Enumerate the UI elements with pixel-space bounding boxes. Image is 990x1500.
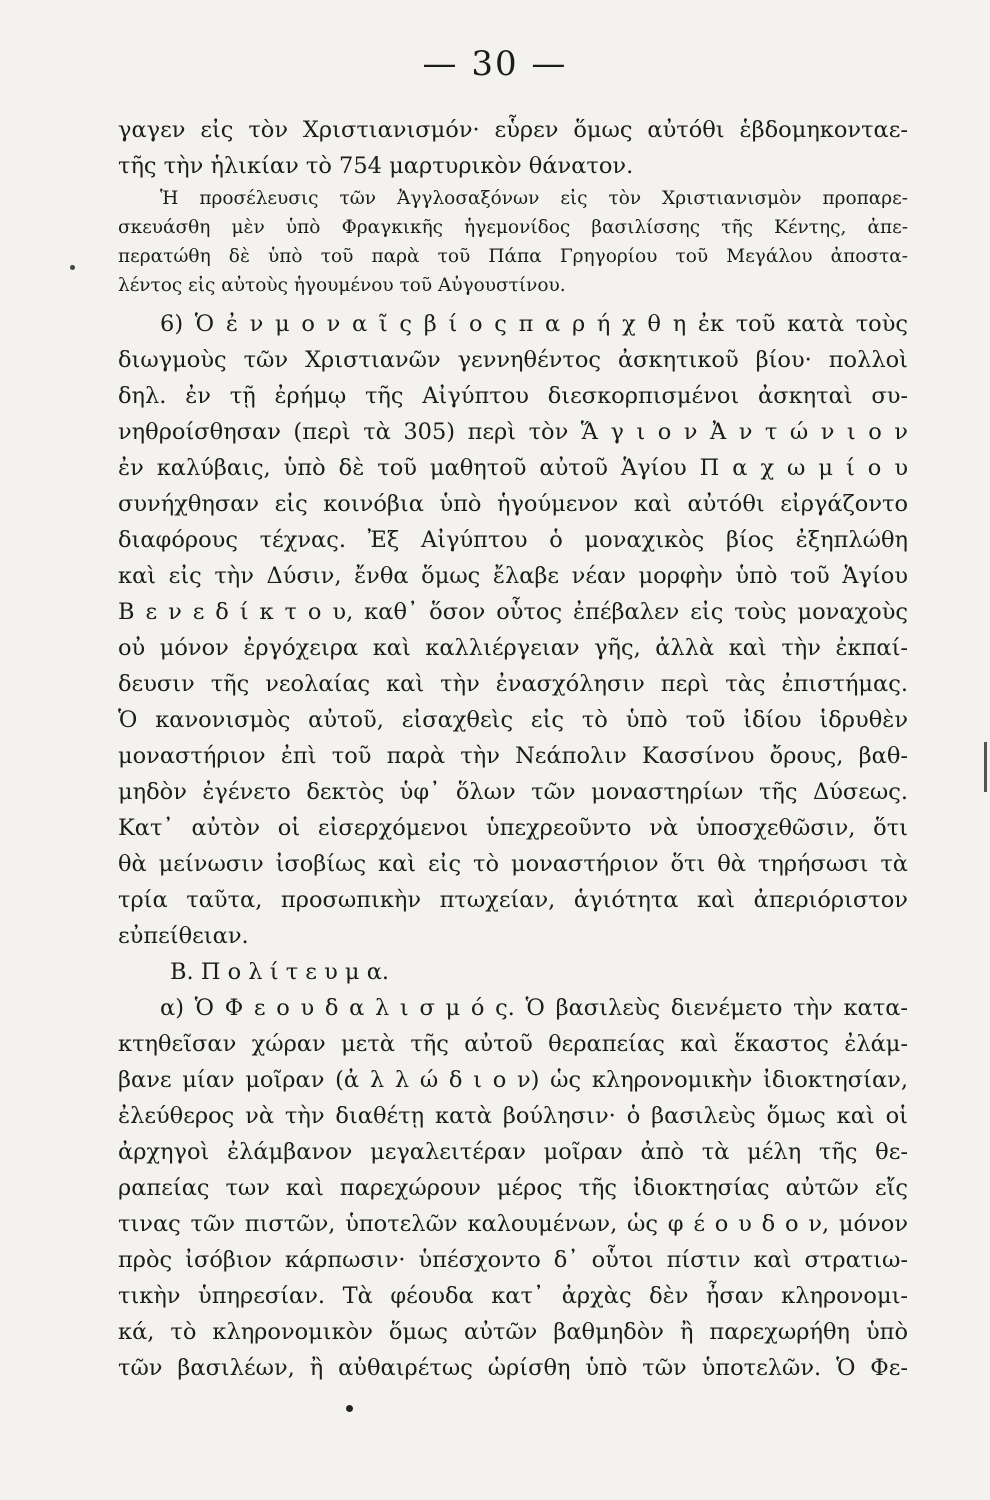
- text-line: Κατ᾽ αὐτὸν οἱ εἰσερχόμενοι ὑπεχρεοῦντο νὰ ὑποσχεθῶσιν, ὅτι: [118, 815, 908, 841]
- text-line: τινας τῶν πιστῶν, ὑποτελῶν καλουμένων, ὡς φ έ ο υ δ ο ν, μόνον: [118, 1211, 908, 1237]
- text-line: μηδὸν ἐγένετο δεκτὸς ὑφ᾽ ὅλων τῶν μοναστηρίων τῆς Δύσεως.: [118, 779, 908, 805]
- text-line: ραπείας των καὶ παρεχώρουν μέρος τῆς ἰδιοκτησίας αὐτῶν εἴς: [118, 1175, 908, 1201]
- text-line: δηλ. ἐν τῇ ἐρήμῳ τῆς Αἰγύπτου διεσκορπισμένοι ἀσκηταὶ συ-: [118, 383, 908, 409]
- text-line: Ὁ κανονισμὸς αὐτοῦ, εἰσαχθεὶς εἰς τὸ ὑπὸ τοῦ ἰδίου ἱδρυθὲν: [118, 707, 908, 733]
- text-line: Β ε ν ε δ ί κ τ ο υ, καθ᾽ ὅσον οὗτος ἐπέβαλεν εἰς τοὺς μοναχοὺς: [118, 599, 908, 625]
- text-line: διωγμοὺς τῶν Χριστιανῶν γεννηθέντος ἀσκητικοῦ βίου· πολλοὶ: [118, 347, 908, 373]
- heading-text: Β. Π ο λ ί τ ε υ μ α.: [170, 959, 390, 985]
- text-line: λέντος εἰς αὐτοὺς ἡγουμένου τοῦ Αὐγουστίνου.: [118, 275, 566, 296]
- text-line: νηθροίσθησαν (περὶ τὰ 305) περὶ τὸν Ἅ γ ι ο ν Ἀ ν τ ώ ν ι ο ν: [118, 419, 908, 445]
- text-line: βανε μίαν μοῖραν (ἀ λ λ ώ δ ι ο ν) ὡς κληρονομικὴν ἰδιοκτησίαν,: [118, 1067, 908, 1093]
- text-line: οὐ μόνον ἐργόχειρα καὶ καλλιέργειαν γῆς, ἀλλὰ καὶ τὴν ἐκπαί-: [118, 635, 908, 661]
- note-paragraph: [118, 184, 908, 300]
- text-line: τρία ταῦτα, προσωπικὴν πτωχείαν, ἁγιότητα καὶ ἀπεριόριστον: [118, 887, 908, 913]
- text-line: μοναστήριον ἐπὶ τοῦ παρὰ τὴν Νεάπολιν Κασσίνου ὄρους, βαθ-: [118, 743, 908, 769]
- text-line: συνήχθησαν εἰς κοινόβια ὑπὸ ἡγούμενον καὶ αὐτόθι εἰργάζοντο: [118, 491, 908, 517]
- text-line: διαφόρους τέχνας. Ἐξ Αἰγύπτου ὁ μοναχικὸς βίος ἐξηπλώθη: [118, 527, 908, 553]
- text-line: 6) Ὁ ἐ ν μ ο ν α ῖ ς β ί ο ς π α ρ ή χ θ η ἐκ τοῦ κατὰ τοὺς: [160, 311, 908, 337]
- margin-speck: [70, 265, 75, 270]
- paragraph: [118, 990, 908, 1386]
- paragraph: [118, 306, 908, 954]
- text-line: τῆς τὴν ἡλικίαν τὸ 754 μαρτυρικὸν θάνατον.: [118, 153, 634, 179]
- text-line: ἐν καλύβαις, ὑπὸ δὲ τοῦ μαθητοῦ αὐτοῦ Ἁγίου Π α χ ω μ ί ο υ: [118, 455, 908, 481]
- text-line: Ἡ προσέλευσις τῶν Ἀγγλοσαξόνων εἰς τὸν Χριστιανισμὸν προπαρε-: [160, 188, 908, 209]
- text-line: α) Ὁ Φ ε ο υ δ α λ ι σ μ ό ς. Ὁ βασιλεὺς διενέμετο τὴν κατα-: [160, 995, 908, 1021]
- text-line: σκευάσθη μὲν ὑπὸ Φραγκικῆς ἡγεμονίδος βασιλίσσης τῆς Κέντης, ἀπε-: [118, 217, 908, 238]
- text-line: εὐπείθειαν.: [118, 923, 249, 949]
- page-number: — 30 —: [422, 44, 568, 84]
- paragraph: [118, 112, 908, 184]
- text-line: θὰ μείνωσιν ἰσοβίως καὶ εἰς τὸ μοναστήριον ὅτι θὰ τηρήσωσι τὰ: [118, 851, 908, 877]
- margin-tick: [984, 742, 987, 792]
- text-line: ἐλεύθερος νὰ τὴν διαθέτῃ κατὰ βούλησιν· ὁ βασιλεὺς ὅμως καὶ οἱ: [118, 1103, 908, 1129]
- text-line: τικὴν ὑπηρεσίαν. Τὰ φέουδα κατ᾽ ἀρχὰς δὲν ἦσαν κληρονομι-: [118, 1283, 908, 1309]
- page-body: [118, 112, 908, 1386]
- text-line: δευσιν τῆς νεολαίας καὶ τὴν ἐνασχόλησιν περὶ τὰς ἐπιστήμας.: [118, 671, 908, 697]
- text-line: γαγεν εἰς τὸν Χριστιανισμόν· εὗρεν ὅμως αὐτόθι ἑβδομηκονταε-: [118, 117, 908, 143]
- text-line: ἀρχηγοὶ ἐλάμβανον μεγαλειτέραν μοῖραν ἀπὸ τὰ μέλη τῆς θε-: [118, 1139, 908, 1165]
- text-line: περατώθη δὲ ὑπὸ τοῦ παρὰ τοῦ Πάπα Γρηγορίου τοῦ Μεγάλου ἀποστα-: [118, 246, 908, 267]
- ink-dot: [346, 1405, 353, 1412]
- text-line: κτηθεῖσαν χώραν μετὰ τῆς αὐτοῦ θεραπείας καὶ ἕκαστος ἐλάμ-: [118, 1031, 908, 1057]
- text-line: κά, τὸ κληρονομικὸν ὅμως αὐτῶν βαθμηδὸν ἢ παρεχωρήθη ὑπὸ: [118, 1319, 908, 1345]
- text-line: πρὸς ἰσόβιον κάρπωσιν· ὑπέσχοντο δ᾽ οὗτοι πίστιν καὶ στρατιω-: [118, 1247, 908, 1273]
- text-line: καὶ εἰς τὴν Δύσιν, ἔνθα ὅμως ἔλαβε νέαν μορφὴν ὑπὸ τοῦ Ἁγίου: [118, 563, 908, 589]
- text-line: τῶν βασιλέων, ἢ αὐθαιρέτως ὡρίσθη ὑπὸ τῶν ὑποτελῶν. Ὁ Φε-: [118, 1355, 908, 1381]
- section-heading: [118, 954, 908, 990]
